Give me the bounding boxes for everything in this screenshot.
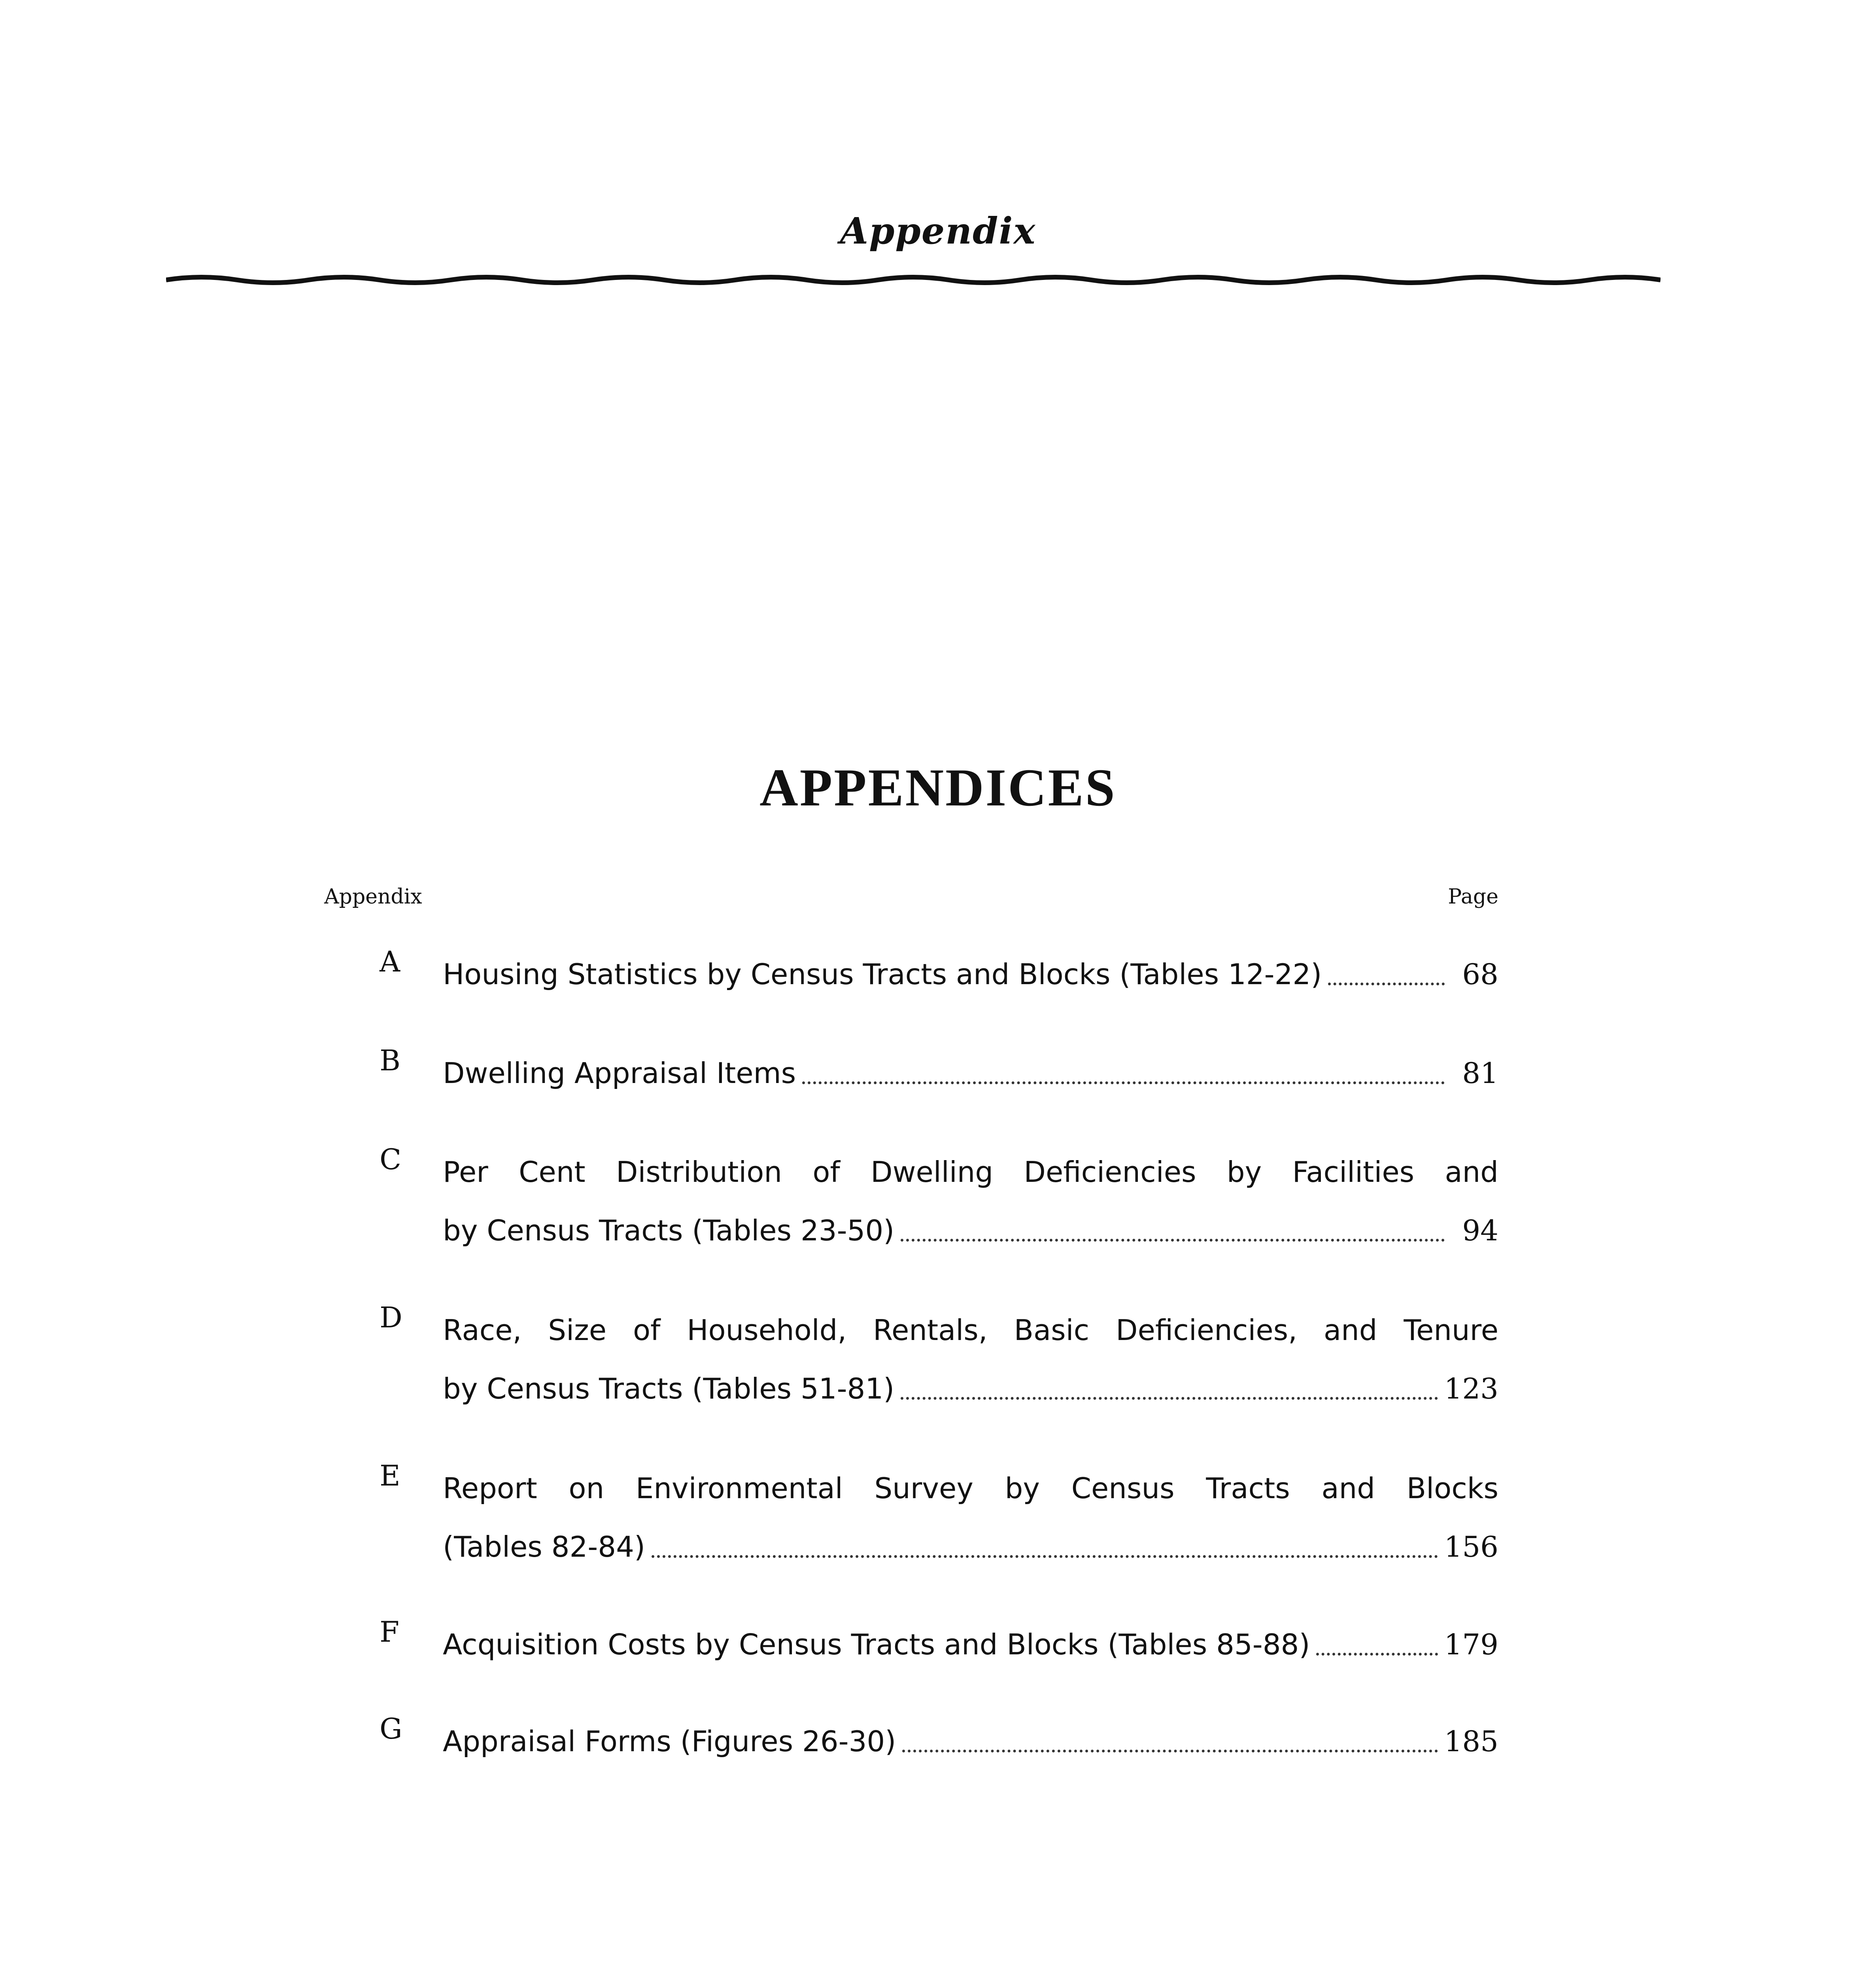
entry-title-continued: (Tables 82-84) bbox=[443, 1530, 645, 1563]
entry-page-number: 156 bbox=[1444, 1530, 1498, 1563]
entry-line-continued bbox=[443, 1518, 1498, 1576]
entry-title: Housing Statistics by Census Tracts and Blocks (Tables 12-22) bbox=[443, 958, 1322, 991]
entry-letter: E bbox=[380, 1459, 401, 1492]
toc-entry-e bbox=[380, 1459, 1498, 1576]
dot-leader bbox=[1316, 1653, 1438, 1656]
dot-leader bbox=[802, 1081, 1445, 1084]
entry-title: Acquisition Costs by Census Tracts and Blocks (Tables 85-88) bbox=[443, 1628, 1310, 1661]
entry-title-continued: by Census Tracts (Tables 51-81) bbox=[443, 1372, 895, 1405]
page-column-heading: Page bbox=[1448, 885, 1498, 909]
entry-title: Dwelling Appraisal Items bbox=[443, 1057, 796, 1090]
dot-leader bbox=[901, 1239, 1445, 1242]
entry-page-number: 179 bbox=[1444, 1628, 1498, 1661]
entry-page-number: 68 bbox=[1462, 958, 1498, 991]
entry-title: Race, Size of Household, Rentals, Basic Deficiencies, and Tenure bbox=[443, 1314, 1498, 1347]
toc-entry-c bbox=[380, 1143, 1498, 1260]
entry-page-number: 185 bbox=[1444, 1725, 1498, 1758]
entry-line bbox=[443, 1459, 1498, 1518]
toc-entry-a bbox=[380, 945, 1498, 1004]
entry-line bbox=[443, 1143, 1498, 1201]
entry-line bbox=[443, 1044, 1498, 1102]
toc-entry-g bbox=[380, 1712, 1498, 1771]
top-wavy-rule bbox=[166, 273, 1661, 287]
entry-line bbox=[443, 945, 1498, 1004]
entry-title: Per Cent Distribution of Dwelling Deficiencies by Facilities and bbox=[443, 1155, 1498, 1189]
entry-letter: C bbox=[380, 1143, 402, 1176]
toc-entry-f bbox=[380, 1615, 1498, 1674]
entry-page-number: 123 bbox=[1444, 1372, 1498, 1405]
dot-leader bbox=[902, 1750, 1438, 1752]
page-title: APPENDICES bbox=[759, 758, 1117, 817]
entry-line bbox=[443, 1301, 1498, 1359]
entry-letter: B bbox=[380, 1044, 401, 1077]
running-head: Appendix bbox=[840, 210, 1036, 252]
entry-page-number: 81 bbox=[1462, 1057, 1498, 1090]
entry-title: Appraisal Forms (Figures 26-30) bbox=[443, 1725, 896, 1758]
dot-leader bbox=[1328, 983, 1445, 985]
dot-leader bbox=[652, 1555, 1438, 1558]
entry-letter: F bbox=[380, 1615, 399, 1648]
entry-line-continued bbox=[443, 1359, 1498, 1418]
entry-title-continued: by Census Tracts (Tables 23-50) bbox=[443, 1214, 895, 1247]
toc-entry-d bbox=[380, 1301, 1498, 1418]
dot-leader bbox=[901, 1397, 1438, 1400]
entry-letter: D bbox=[380, 1301, 402, 1334]
entry-line bbox=[443, 1712, 1498, 1771]
entry-title: Report on Environmental Survey by Census Tracts and Blocks bbox=[443, 1472, 1498, 1505]
entry-letter: A bbox=[380, 945, 400, 978]
appendix-column-heading: Appendix bbox=[324, 885, 422, 909]
entry-line bbox=[443, 1615, 1498, 1674]
entry-letter: G bbox=[380, 1712, 402, 1745]
toc-entry-b bbox=[380, 1044, 1498, 1102]
entry-line-continued bbox=[443, 1201, 1498, 1260]
entry-page-number: 94 bbox=[1462, 1214, 1498, 1247]
